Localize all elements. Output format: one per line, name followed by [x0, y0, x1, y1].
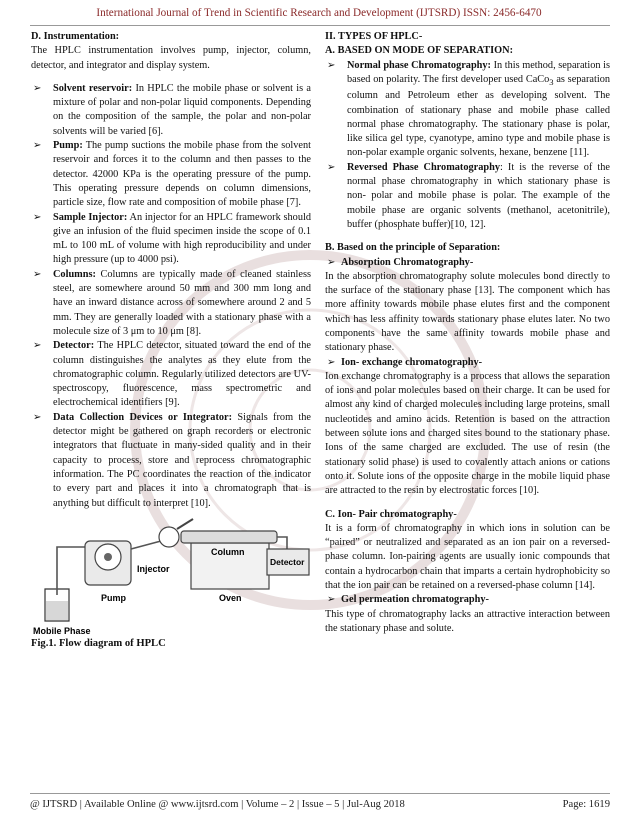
item-text: : It is the reverse of the normal phase chromatography in which stationary phase is non- polar and mobile phase is polar. The example of the mobile phase are organic solvents (methanol, acetonitrile), buffer (phosphate buffer)[10, 12]. — [347, 161, 610, 230]
section-d-intro: The HPLC instrumentation involves pump, injector, column, detector, and integrator and display system. — [31, 45, 311, 71]
arrow-bullet-icon: ➢ — [327, 594, 336, 606]
absorption-text: In the absorption chromatography solute molecules bond directly to the surface of the stationary phase [13]. The component which has more affinity towards mobile phase elutes first and the component which has less affinity towards stationary phase elutes later. No two components have the same affinity towards mobile phase and stationary phase. — [325, 270, 610, 354]
item-term: Columns: — [53, 268, 96, 280]
oven-label: Oven — [219, 592, 242, 603]
footer-rule — [30, 793, 610, 794]
detector-label: Detector — [270, 556, 305, 567]
ion-exchange-title: Ion- exchange chromatography- — [341, 356, 483, 368]
right-column — [325, 30, 610, 636]
ion-pair-text: It is a form of chromatography in which ions in solution can be “paired” or neutralized and separated as an ion pair on a reversed- phase column. Ion-pairing agents are usually ionic compounds that contain a hydrocarbon chain that imparts a certain hydrophobicity so that the ion pair can be retained on a reversed-phase column [14]. — [325, 522, 610, 592]
item-term: Solvent reservoir: — [53, 82, 133, 94]
arrow-bullet-icon: ➢ — [33, 211, 42, 223]
item-normal-phase — [325, 59, 610, 161]
syringe-icon — [177, 519, 193, 529]
item-text-cont: as separation column and Petroleum ether as developing solvent. The combination of stationary phase and mobile phase called normal phase chromatography. The stationary phase is polar, like silica gel type, cyanotype, amino type and mobile phase is non-polar example organic solvents, hexane, benzene [11]. — [347, 73, 610, 159]
arrow-bullet-icon: ➢ — [327, 59, 336, 71]
item-term: Detector: — [53, 340, 95, 352]
item-subscript: 3 — [549, 76, 554, 87]
gel-heading — [325, 593, 610, 607]
arrow-bullet-icon: ➢ — [33, 411, 42, 423]
item-term: Pump: — [53, 140, 83, 152]
column-tube — [181, 531, 277, 543]
item-pump — [31, 139, 311, 210]
arrow-bullet-icon: ➢ — [327, 256, 336, 268]
item-columns — [31, 268, 311, 339]
section-c-heading: C. Ion- Pair chromatography- — [325, 508, 457, 520]
item-data-collection — [31, 411, 311, 511]
gel-title: Gel permeation chromatography- — [341, 594, 489, 606]
item-text: An injector for an HPLC framework should give an infusion of the fluid specimen inside the scope of 0.1 mL to 100 mL of volume with high reproducibility and under high pressure (up to 4000 psi). — [53, 211, 311, 266]
section-ii-heading: II. TYPES OF HPLC- — [325, 31, 423, 42]
item-term: Reversed Phase Chromatography — [347, 161, 500, 173]
section-b-heading: B. Based on the principle of Separation: — [325, 242, 501, 254]
ion-exchange-heading — [325, 356, 610, 370]
item-text: Signals from the detector might be gathered on graph recorders or electronic integrators that fluctuate in many-sided quality and in their capacity to process, store and reprocess chromatographic information. The PC coordinates the reaction of the indicator to every part and places it into a chromatograph that is anything but difficult to interpret [10]. — [53, 411, 312, 509]
absorption-title: Absorption Chromatography- — [341, 256, 474, 268]
section-a-heading: A. BASED ON MODE OF SEPARATION: — [325, 45, 514, 57]
item-term: Normal phase Chromatography: — [347, 59, 491, 71]
item-sample-injector — [31, 211, 311, 268]
footer-info: @ IJTSRD | Available Online @ www.ijtsrd.com | Volume – 2 | Issue – 5 | Jul-Aug 2018 — [30, 799, 405, 810]
page-number: Page: 1619 — [562, 799, 610, 810]
item-text: In HPLC the mobile phase or solvent is a mixture of polar and non-polar liquid components. Depending on the composition of the sample, the polar and non-polar solvents will be varied [6]. — [53, 82, 311, 137]
item-solvent-reservoir — [31, 82, 311, 139]
arrow-bullet-icon: ➢ — [33, 268, 42, 280]
solvent-line — [57, 547, 89, 595]
item-term: Data Collection Devices or Integrator: — [53, 411, 233, 423]
column-label: Column — [211, 546, 245, 557]
arrow-bullet-icon: ➢ — [33, 82, 42, 94]
item-text: The HPLC detector, situated toward the end of the column distinguishes the analytes as they elute from the chromatographic column. Regularly utilized detectors are UV-spectroscopy, fluorescence, mass spectrometric and electrochemical identifiers [9]. — [53, 340, 311, 409]
item-detector — [31, 339, 311, 410]
absorption-heading — [325, 256, 610, 270]
pump-label: Pump — [101, 592, 127, 603]
journal-header: International Journal of Trend in Scientific Research and Development (IJTSRD) ISSN: 2456-6470 — [96, 7, 542, 19]
figure-caption: Fig.1. Flow diagram of HPLC — [31, 637, 166, 649]
arrow-bullet-icon: ➢ — [327, 356, 336, 368]
page-footer — [30, 799, 610, 810]
ion-exchange-text: Ion exchange chromatography is a process that allows the separation of ions and polar molecules based on their charge. It can be used for almost any kind of charged molecules including large proteins, small nucleotides and amino acids. Retention is based on the attraction between solute ions and charged sites bound to the stationary phase. Ions of the same charged are excluded. The use of resin (the stationary solid phase) is used to covalently attach anions or cations onto it. Solute ions of the opposite charge in the mobile liquid phase are attracted to the resin by electrostatic forces [10]. — [325, 370, 610, 497]
mobile-phase-liquid — [46, 601, 68, 620]
arrow-bullet-icon: ➢ — [33, 140, 42, 152]
arrow-bullet-icon: ➢ — [327, 161, 336, 173]
mobile-phase-label: Mobile Phase — [33, 625, 91, 636]
injector-valve — [159, 527, 179, 547]
injector-label: Injector — [137, 563, 170, 574]
header-rule — [30, 25, 610, 26]
section-d-heading: D. Instrumentation: — [31, 31, 120, 42]
gel-text: This type of chromatography lacks an attractive interaction between the stationary phase and solute. — [325, 608, 610, 634]
item-text: In this method, separation is based on polarity. The first developer used CaCo — [347, 59, 610, 85]
pump-hub — [104, 553, 112, 561]
item-term: Sample Injector: — [53, 211, 128, 223]
item-text: Columns are typically made of cleaned stainless steel, are somewhere around 50 mm and 300 mm long and have an inward distance across of somewhere around 2 and 5 mm. They are generally loaded with a stationary phase with a molecule size of 3 μm to 10 μm [8]. — [53, 268, 311, 337]
left-column — [31, 30, 311, 651]
arrow-bullet-icon: ➢ — [33, 340, 42, 352]
pump-to-injector-line — [131, 541, 161, 549]
item-reversed-phase — [325, 161, 610, 232]
item-text: The pump suctions the mobile phase from the solvent reservoir and forces it to the column and then passes to the detector. 42000 KPa is the operating pressure of the pump. This operating pressure depends on column dimensions, particle size, flow rate and composition of mobile phase [7]. — [53, 140, 311, 209]
column-to-detector-line — [277, 537, 287, 549]
hplc-flow-diagram — [31, 517, 311, 637]
